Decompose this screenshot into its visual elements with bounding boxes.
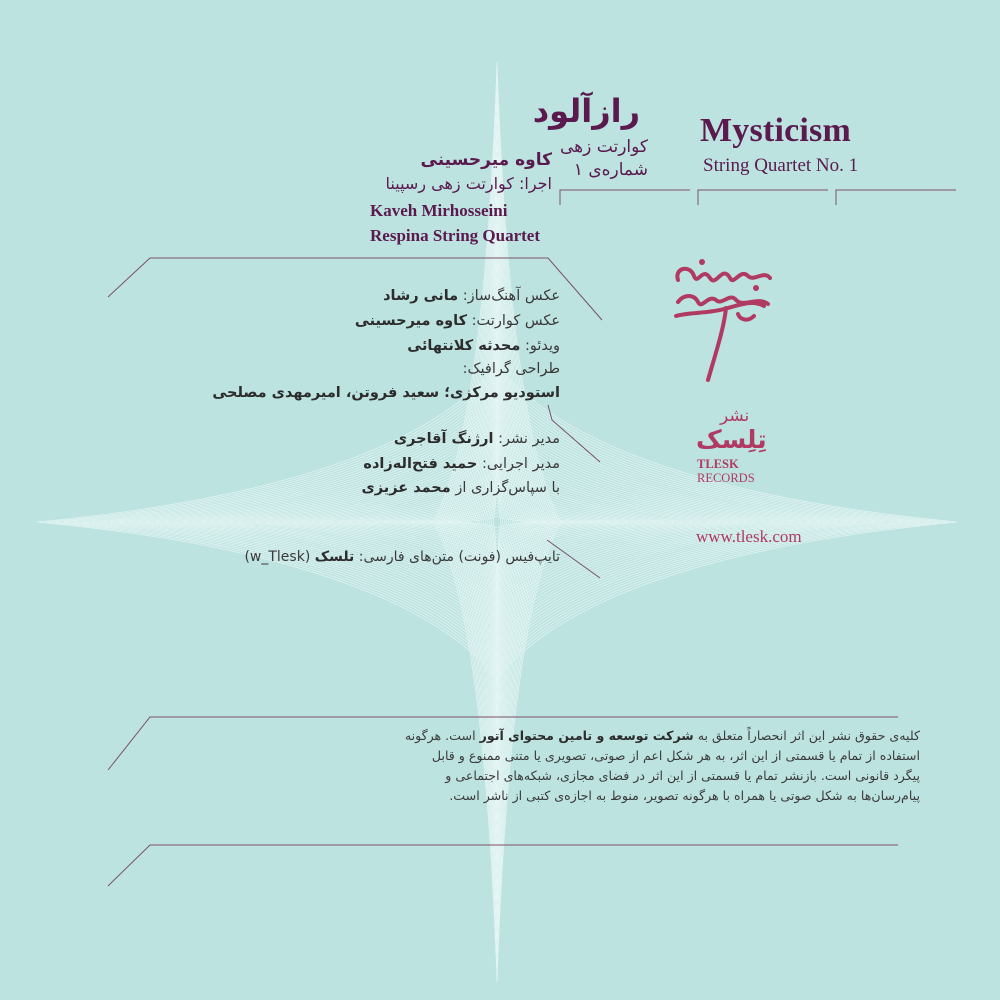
- credit-role: با سپاس‌گزاری از: [455, 480, 560, 496]
- credit-person: کاوه میرحسینی: [354, 313, 468, 329]
- composer-name-en: Kaveh Mirhosseini: [370, 201, 508, 220]
- credit-role: عکس کوارتت:: [471, 313, 560, 329]
- credit-graphic-design: [463, 361, 560, 377]
- album-subtitle-fa-2: شماره‌ی ۱: [573, 160, 648, 180]
- copyright-line-1: [185, 726, 920, 746]
- credit-role: مدیر نشر:: [498, 431, 560, 447]
- album-title-fa: رازآلود: [532, 92, 640, 130]
- typeface-credit: [244, 549, 560, 565]
- publisher-records-en: RECORDS: [697, 471, 755, 485]
- credit-person: محدثه کلانتهائی: [407, 338, 521, 354]
- album-subtitle-en: String Quartet No. 1: [703, 155, 859, 176]
- publisher-website-link[interactable]: www.tlesk.com: [696, 527, 802, 546]
- composer-name-fa: کاوه میرحسینی: [420, 150, 552, 170]
- tlesk-calligraphy-logo: [668, 256, 776, 386]
- quartet-name-en: Respina String Quartet: [370, 226, 540, 245]
- credit-role: ویدئو:: [524, 338, 560, 354]
- credit-person: حمید فتح‌اله‌زاده: [363, 456, 478, 472]
- copyright-owner: شرکت توسعه و تامین محتوای آتور: [479, 728, 694, 743]
- credit-composer-photo: [383, 288, 560, 304]
- copyright-text: است. هرگونه: [404, 728, 476, 743]
- album-title-en: Mysticism: [700, 112, 851, 149]
- credit-person: مانی رشاد: [383, 288, 459, 304]
- credit-design-studio: [212, 385, 560, 401]
- publisher-label-fa: نشر: [720, 406, 750, 426]
- copyright-line-2: استفاده از تمام یا قسمتی از این اثر، به هر شکل اعم از صوتی، تصویری یا متنی ممنوع و قابل: [431, 748, 920, 763]
- typeface-suffix: (w_Tlesk): [244, 549, 311, 565]
- copyright-notice: [185, 726, 920, 806]
- copyright-text: کلیه‌ی حقوق نشر این اثر انحصاراً متعلق به: [697, 728, 920, 743]
- typeface-name: تلسک: [314, 549, 355, 565]
- credit-quartet-photo: [355, 313, 560, 329]
- typeface-label: تایپ‌فیس (فونت) متن‌های فارسی:: [358, 549, 560, 565]
- credit-person: ارژنگ آقاجری: [393, 431, 494, 447]
- album-subtitle-fa-1: کوارتت زهی: [560, 137, 648, 157]
- publisher-name-en: TLESK: [697, 457, 739, 471]
- credit-video: [407, 338, 560, 354]
- credit-role: مدیر اجرایی:: [481, 456, 560, 472]
- credit-role: عکس آهنگ‌ساز:: [462, 288, 560, 304]
- credit-thanks: [361, 480, 560, 496]
- credit-executive-manager: [363, 456, 560, 472]
- copyright-line-4: پیام‌رسان‌ها به شکل صوتی یا همراه با هرگونه تصویر، منوط به اجازه‌ی کتبی از ناشر است.: [449, 788, 920, 803]
- copyright-line-3: پیگرد قانونی است. بازنشر تمام یا قسمتی از این اثر در فضای مجازی، شبکه‌های اجتماعی و: [445, 768, 920, 783]
- publisher-name-fa: تِلِسک: [696, 425, 767, 454]
- credit-person: محمد عزیزی: [361, 480, 451, 496]
- performer-fa: اجرا: کوارتت زهی رسپینا: [385, 174, 552, 193]
- credit-role: طراحی گرافیک:: [462, 361, 560, 377]
- credit-publishing-manager: [394, 431, 560, 447]
- credit-person: استودیو مرکزی؛ سعید فروتن، امیرمهدی مصلحی: [212, 385, 560, 401]
